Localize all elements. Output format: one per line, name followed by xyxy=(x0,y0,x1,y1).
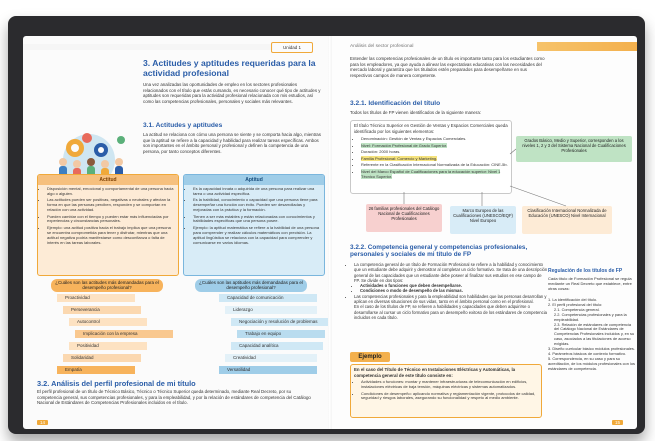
sidebar-item: 2. El perfil profesional del título: xyxy=(548,301,603,307)
aptitud-item: • Ejemplo: la aptitud matemática se refiere a la habilidad de una persona para comprender y realizar cálculos matemáticos con precisión. La aptitud lingüística se relaciona con la capacidad para comprender y comunicarse en varios idiomas. xyxy=(193,226,320,246)
node-marco-europeo: Marco Europeo de las Cualificaciones (UNESCO/EQF) Nivel Europeo xyxy=(450,206,516,234)
node-cine: Clasificación Internacional Normalizada de Educación (UNESCO) Nivel Internacional xyxy=(522,206,612,234)
section-3-2-title: 3.2. Análisis del perfil profesional de mi título xyxy=(37,379,196,388)
title-id-item: • Denominación: Gestión de Ventas y Espacios Comerciales. xyxy=(361,136,508,141)
actitudes-question: ¿Cuáles son las actitudes más demandadas para el desempeño profesional? xyxy=(51,279,163,292)
aptitudes-question: ¿Cuáles son las aptitudes más demandadas para el desempeño profesional? xyxy=(195,279,307,292)
section-3-2-1-title: 3.2.1. Identificación del título xyxy=(350,100,441,107)
section-3-2-2-list xyxy=(346,262,548,320)
competencia-item: • Las competencias profesionales y para la empleabilidad son habilidades que las personas desarrollan y aplican en diversas situaciones de sus vidas, tanto en el ámbito personal como en el profesional. xyxy=(354,294,548,305)
actitud-ladder-item: Positividad xyxy=(69,342,147,350)
title-id-item-text: Nivel: Formación Profesional de Grado Superior. xyxy=(361,142,448,148)
section-3-2-1-text: Todos los títulos de FP vienen identificados de la siguiente manera: xyxy=(350,110,481,115)
sidebar-item: 2.2. Competencias profesionales y para la empleabilidad. xyxy=(554,311,627,322)
section-3-intro: Una vez analizadas las oportunidades de empleo en los sectores profesionales relacionados con el título que estás cursando, es necesario conocer qué tipo de actitudes y aptitudes son requeridas para la actividad profesional relacionada con mis estudios, así como las competencias profesionales, personales y sociales más relevantes. xyxy=(143,82,321,104)
title-id-item-text: Familia Profesional: Comercio y Marketing. xyxy=(361,155,438,161)
actitud-item: • Las actitudes pueden ser positivas, negativas o neutrales y afectan la forma en que las personas perciben, responden y se comportan en relación con una actividad. xyxy=(47,198,174,213)
sidebar-item: 2.1. Competencia general. xyxy=(554,306,600,312)
unit-tag: Unidad 1 xyxy=(271,42,313,53)
aptitud-item: • Es la capacidad innata o adquirida de una persona para realizar una tarea o una actividad específica. xyxy=(193,187,320,197)
example-label: Ejemplo xyxy=(350,352,390,362)
example-intro: En el caso del Título de Técnico en Instalaciones Eléctricas y Automáticas, la competencia general de este título consiste en: xyxy=(354,367,516,378)
aptitud-ladder-item: Negociación y resolución de problemas xyxy=(231,318,328,326)
section-3-1-title: 3.1. Actitudes y aptitudes xyxy=(143,122,223,129)
open-book xyxy=(8,16,645,434)
sidebar-title: Regulación de los títulos de FP xyxy=(548,268,623,274)
node-familias: 26 familias profesionales del Catálogo Nacional de Cualificaciones Profesionales xyxy=(366,204,442,232)
title-id-item-text: Nivel del Marco Español de Cualificaciones para la educación superior: Nivel 1 Técnico Superior. xyxy=(361,168,501,179)
competencia-item: En el caso de los títulos de FP, se refieren a habilidades y capacidades que deben adquirirse o desarrollarse al cursar un ciclo formativo para un desempeño exitoso de los estándares de competencia incluidos en cada título. xyxy=(354,304,547,320)
competencia-item: • La competencia general de un título de Formación Profesional se refiere a la habilidad y conocimiento que un estudiante debe adquirir y demostrar al completar un ciclo formativo. Se trata de una descripción general de las capacidades que un estudiante debe poseer al finalizar sus estudios en ese campo de FP. Se divide en dos tipos: xyxy=(354,262,548,283)
left-page-number: 14 xyxy=(37,420,48,425)
title-id-heading: El título Técnico Superior en Gestión de Ventas y Espacios Comerciales queda identificado por los siguientes elementos: xyxy=(354,123,508,134)
actitud-item: • Pueden cambiar con el tiempo y pueden estar más influenciadas por experiencias y circunstancias personales. xyxy=(47,215,174,225)
actitud-item: • Disposición mental, emocional y comportamental de una persona hacia algo o alguien. xyxy=(47,187,174,197)
right-page-number: 15 xyxy=(612,420,623,425)
aptitud-ladder-item: Creatividad xyxy=(225,354,317,362)
sidebar-item: 5. Correspondencia, en su caso y para su acreditación, de los módulos profesionales con los estándares de competencia. xyxy=(548,355,635,371)
actitud-ladder-item: Perseverancia xyxy=(63,306,141,314)
aptitud-box xyxy=(183,174,325,276)
example-item: • Actividades o funciones: montar y mantener infraestructuras de telecomunicación en edificios, instalaciones eléctricas de baja tensión, máquinas eléctricas y sistemas automatizados. xyxy=(361,380,538,390)
actitud-ladder-item: Autocontrol xyxy=(69,318,147,326)
aptitud-ladder-item: Trabajo en equipo xyxy=(237,330,325,338)
actitud-ladder-item: Implicación con la empresa xyxy=(75,330,173,338)
aptitud-ladder-item: Capacidad de comunicación xyxy=(219,294,317,302)
competencia-subitem: • Actividades o funciones que deben desempeñarse. xyxy=(360,283,548,288)
example-item: • Condiciones de desempeño: aplicando normativa y reglamentación vigente, protocolos de calidad, seguridad y riesgos laborales, asegurando su funcionalidad y respeto al medio ambiente. xyxy=(361,392,538,402)
example-box xyxy=(350,364,542,418)
title-id-item: • Duración: 2000 horas. xyxy=(361,149,508,154)
sidebar-list xyxy=(546,298,636,372)
aptitud-item: • Es la habilidad, conocimiento o capacidad que una persona tiene para desempeñar una función con éxito. Pueden ser desarrolladas y mejoradas con la práctica y la formación. xyxy=(193,198,320,213)
left-header-strip xyxy=(23,44,273,50)
sidebar-item: 1. La identificación del título. xyxy=(548,297,598,302)
sidebar-text: Cada título de Formación Profesional se regula mediante un Real Decreto que establece, entre otras cosas: xyxy=(548,276,632,291)
title-id-item: • Referente en la Clasificación Internacional Normalizada de la Educación: CINE-5b. xyxy=(361,162,508,167)
aptitud-list xyxy=(184,185,324,249)
section-3-title: 3. Actitudes y aptitudes requeridas para la actividad profesional xyxy=(143,58,316,78)
node-grados: Grados Básico, Medio y Superior, corresponden a los niveles 1, 2 y 3 del Sistema Nacional de Cualificaciones Profesionales xyxy=(516,136,632,162)
section-3-2-2-title: 3.2.2. Competencia general y competencias profesionales, personales y sociales de mi título de FP xyxy=(350,244,528,259)
example-list xyxy=(351,380,541,401)
aptitud-ladder-item: Versatilidad xyxy=(219,366,317,374)
actitud-box xyxy=(37,174,179,276)
sidebar-item: 2.3. Relación de estándares de competencia del Catálogo Nacional de Estándares de Competencias Profesionales incluidos y, en su caso, asociados a las titulaciones de acceso exigidas. xyxy=(554,321,635,347)
actitud-item: • Ejemplo: una actitud positiva hacia el trabajo implica que una persona se encuentra comprometida para tener y disfrutar, mientras que una actitud negativa podría manifestarse como desconfianza o falta de interés en las tareas laborales. xyxy=(47,226,174,246)
sidebar-item: 3. Diseño curricular básico módulos profesionales. xyxy=(548,346,635,352)
right-intro: Entender las competencias profesionales de un título es importante tanto para los estudiantes como para los empleadores, ya que ayuda a alinear las expectativas educativas con las necesidades del mercado laboral y garantiza que los titulados estén preparados para desempeñarse en sus respectivos campos de manera competente. xyxy=(350,56,545,78)
competencia-subitem: • Condiciones o modo de desempeño de las mismas. xyxy=(360,288,548,293)
sidebar-item: 4. Parámetros básicos de contexto formativo. xyxy=(548,350,627,356)
aptitud-ladder-item: Capacidad analítica xyxy=(231,342,323,350)
actitud-heading: Actitud xyxy=(38,175,178,185)
actitud-list xyxy=(38,185,178,249)
left-page xyxy=(23,36,328,429)
right-page xyxy=(332,36,637,429)
actitud-ladder-item: Solidaridad xyxy=(63,354,141,362)
section-3-1-text: La actitud se relaciona con cómo una persona se siente y se comporta hacia algo, mientras que la aptitud se refiere a la capacidad y habilidad para realizar tareas específicas. Ambos son importantes en el ámbito personal y profesional y definen la competencia de una persona, por tanto conceptos diferentes. xyxy=(143,132,321,154)
aptitud-ladder-item: Liderazgo xyxy=(225,306,317,314)
aptitud-heading: Aptitud xyxy=(184,175,324,185)
aptitud-item: • Tienen a ser más estables y están relacionadas con conocimientos y habilidades específicas que una persona posee. xyxy=(193,215,320,225)
actitud-ladder-item: Proactividad xyxy=(57,294,135,302)
actitud-ladder-item: Empatía xyxy=(57,366,135,374)
right-header-label: Análisis del sector profesional xyxy=(350,44,414,49)
section-3-2-text: El perfil profesional de un título de Técnico Básico, Técnico o Técnico Superior queda determinado, mediante Real Decreto, por su competencia general, sus competencias profesionales, y para la empleabilidad, y por la relación de estándares de competencia del Catálogo Nacional de Estándares de Competencias Profesionales incluidos en el título. xyxy=(37,389,311,406)
